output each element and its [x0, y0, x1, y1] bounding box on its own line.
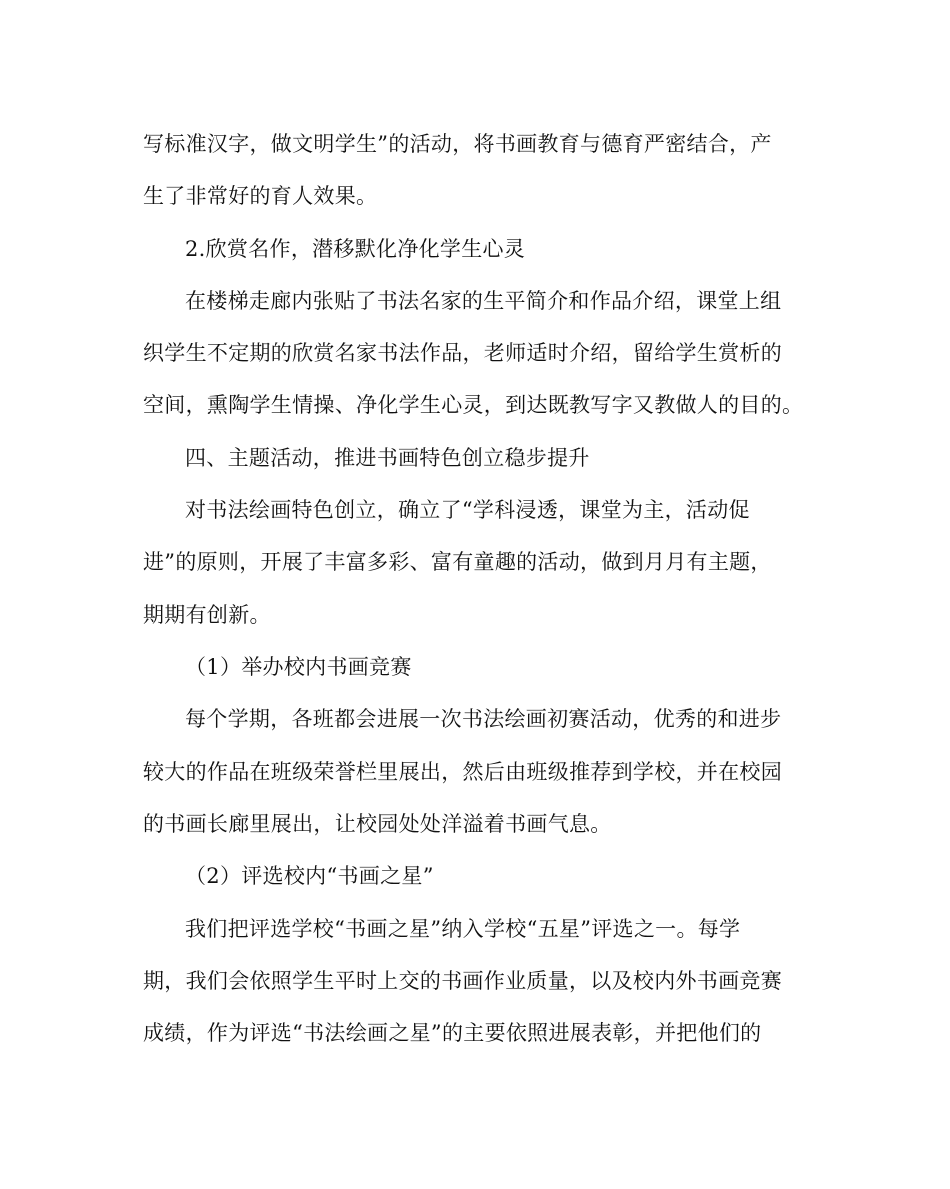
paragraph-line: 在楼梯走廊内张贴了书法名家的生平简介和作品介绍，课堂上组 — [185, 289, 782, 313]
paragraph-line: 写标准汉字，做文明学生”的活动，将书画教育与德育严密结合，产 — [143, 132, 772, 156]
paragraph-line: 较大的作品在班级荣誉栏里展出，然后由班级推荐到学校，并在校园 — [143, 760, 782, 784]
paragraph-line: 织学生不定期的欣赏名家书法作品，老师适时介绍，留给学生赏析的 — [143, 341, 782, 365]
paragraph-line: 我们把评选学校“书画之星”纳入学校“五星”评选之一。每学 — [185, 917, 741, 941]
paragraph-line: 期，我们会依照学生平时上交的书画作业质量，以及校内外书画竞赛 — [143, 969, 782, 993]
section-heading: （1）举办校内书画竞赛 — [185, 655, 412, 679]
paragraph-line: 每个学期，各班都会进展一次书法绘画初赛活动，优秀的和进步 — [185, 707, 782, 731]
section-heading: （2）评选校内“书画之星” — [185, 864, 434, 888]
section-heading: 2.欣赏名作，潜移默化净化学生心灵 — [185, 237, 526, 261]
paragraph-line: 成绩，作为评选“书法绘画之星”的主要依照进展表彰，并把他们的 — [143, 1021, 762, 1045]
paragraph-line: 进”的原则，开展了丰富多彩、富有童趣的活动，做到月月有主题， — [143, 550, 772, 574]
paragraph-line: 对书法绘画特色创立，确立了“学科浸透，课堂为主，活动促 — [185, 498, 750, 522]
section-heading: 四、主题活动，推进书画特色创立稳步提升 — [185, 446, 590, 470]
paragraph-line: 空间，熏陶学生情操、净化学生心灵，到达既教写字又教做人的目的。 — [143, 393, 804, 417]
paragraph-line: 期期有创新。 — [143, 603, 271, 627]
paragraph-line: 的书画长廊里展出，让校园处处洋溢着书画气息。 — [143, 812, 612, 836]
paragraph-line: 生了非常好的育人效果。 — [143, 184, 378, 208]
